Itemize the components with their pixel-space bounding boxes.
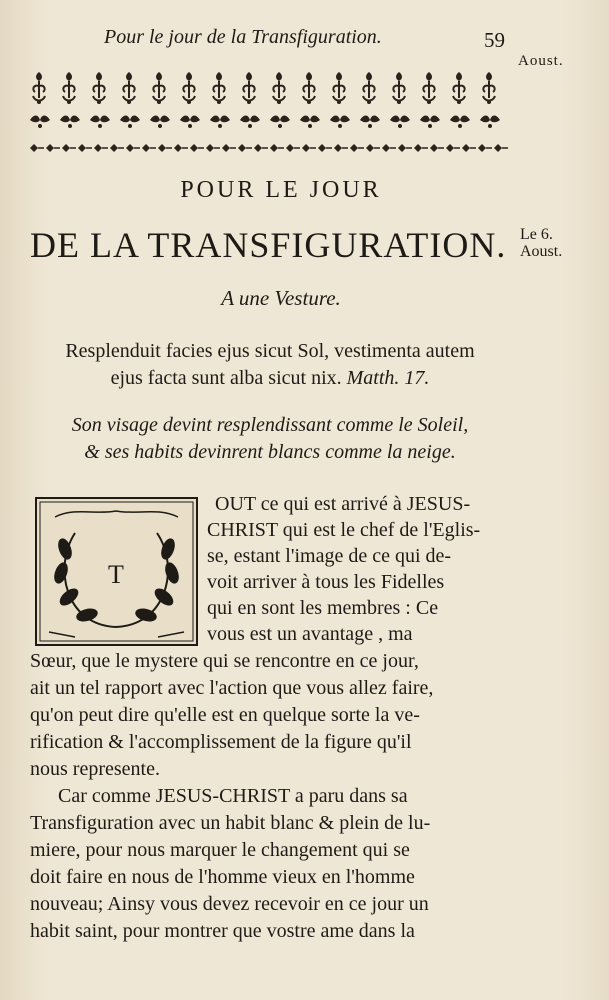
body-line: nouveau; Ainsy vous devez recevoir en ce jour un — [30, 893, 429, 915]
body-line: nous represente. — [30, 758, 160, 780]
margin-note-month: Aoust. — [518, 53, 564, 69]
latin-quote-line1: Resplenduit facies ejus sicut Sol, vestimenta autem — [65, 340, 475, 362]
heading-line-1: POUR LE JOUR — [180, 177, 382, 203]
french-quote — [30, 412, 510, 466]
latin-quote-line2-text: ejus facta sunt alba sicut nix. — [110, 367, 342, 389]
french-quote-line2: & ses habits devinrent blancs comme la neige. — [84, 441, 456, 463]
body-line: CHRIST qui est le chef de l'Eglis- — [207, 519, 481, 541]
margin-note-date — [520, 226, 562, 260]
ornamental-headpiece — [30, 70, 510, 160]
french-quote-line1: Son visage devint resplendissant comme le Soleil, — [71, 414, 469, 436]
page-number: 59 — [484, 28, 505, 52]
margin-note-date-line1: Le 6. — [520, 226, 553, 243]
body-line: vous est un avantage , ma — [207, 623, 413, 645]
margin-note-date-line2: Aoust. — [520, 243, 563, 260]
body-line: Transfiguration avec un habit blanc & plein de lu- — [30, 812, 431, 834]
body-line: ait un tel rapport avec l'action que vous allez faire, — [30, 677, 434, 699]
body-line: Sœur, que le mystere qui se rencontre en ce jour, — [30, 650, 419, 672]
body-line: habit saint, pour montrer que vostre ame dans la — [30, 920, 415, 942]
body-line: rification & l'accomplissement de la figure qu'il — [30, 731, 412, 753]
heading-subtitle: A une Vesture. — [221, 286, 341, 310]
body-line: doit faire en nous de l'homme vieux en l'homme — [30, 866, 415, 888]
ornament-row-fleurons — [30, 116, 500, 129]
ornament-row-small — [30, 144, 508, 152]
latin-quote-line2 — [30, 365, 510, 392]
body-line: OUT ce qui est arrivé à JESUS- — [215, 493, 471, 515]
body-line: qui en sont les membres : Ce — [207, 597, 439, 619]
body-line: qu'on peut dire qu'elle est en quelque sorte la ve- — [30, 704, 420, 726]
body-line: Car comme JESUS-CHRIST a paru dans sa — [58, 785, 408, 807]
latin-quote — [30, 338, 510, 392]
initial-letter: T — [108, 560, 124, 589]
ornament-row-flowers — [33, 72, 495, 104]
body-line: se, estant l'image de ce qui de- — [207, 545, 452, 567]
scripture-reference: Matth. 17. — [346, 367, 430, 389]
running-title: Pour le jour de la Transfiguration. — [104, 26, 382, 48]
body-line: voit arriver à tous les Fidelles — [207, 571, 445, 593]
body-line: miere, pour nous marquer le changement qui se — [30, 839, 410, 861]
heading-line-2: DE LA TRANSFIGURATION. — [30, 225, 507, 265]
decorated-initial — [35, 497, 198, 646]
